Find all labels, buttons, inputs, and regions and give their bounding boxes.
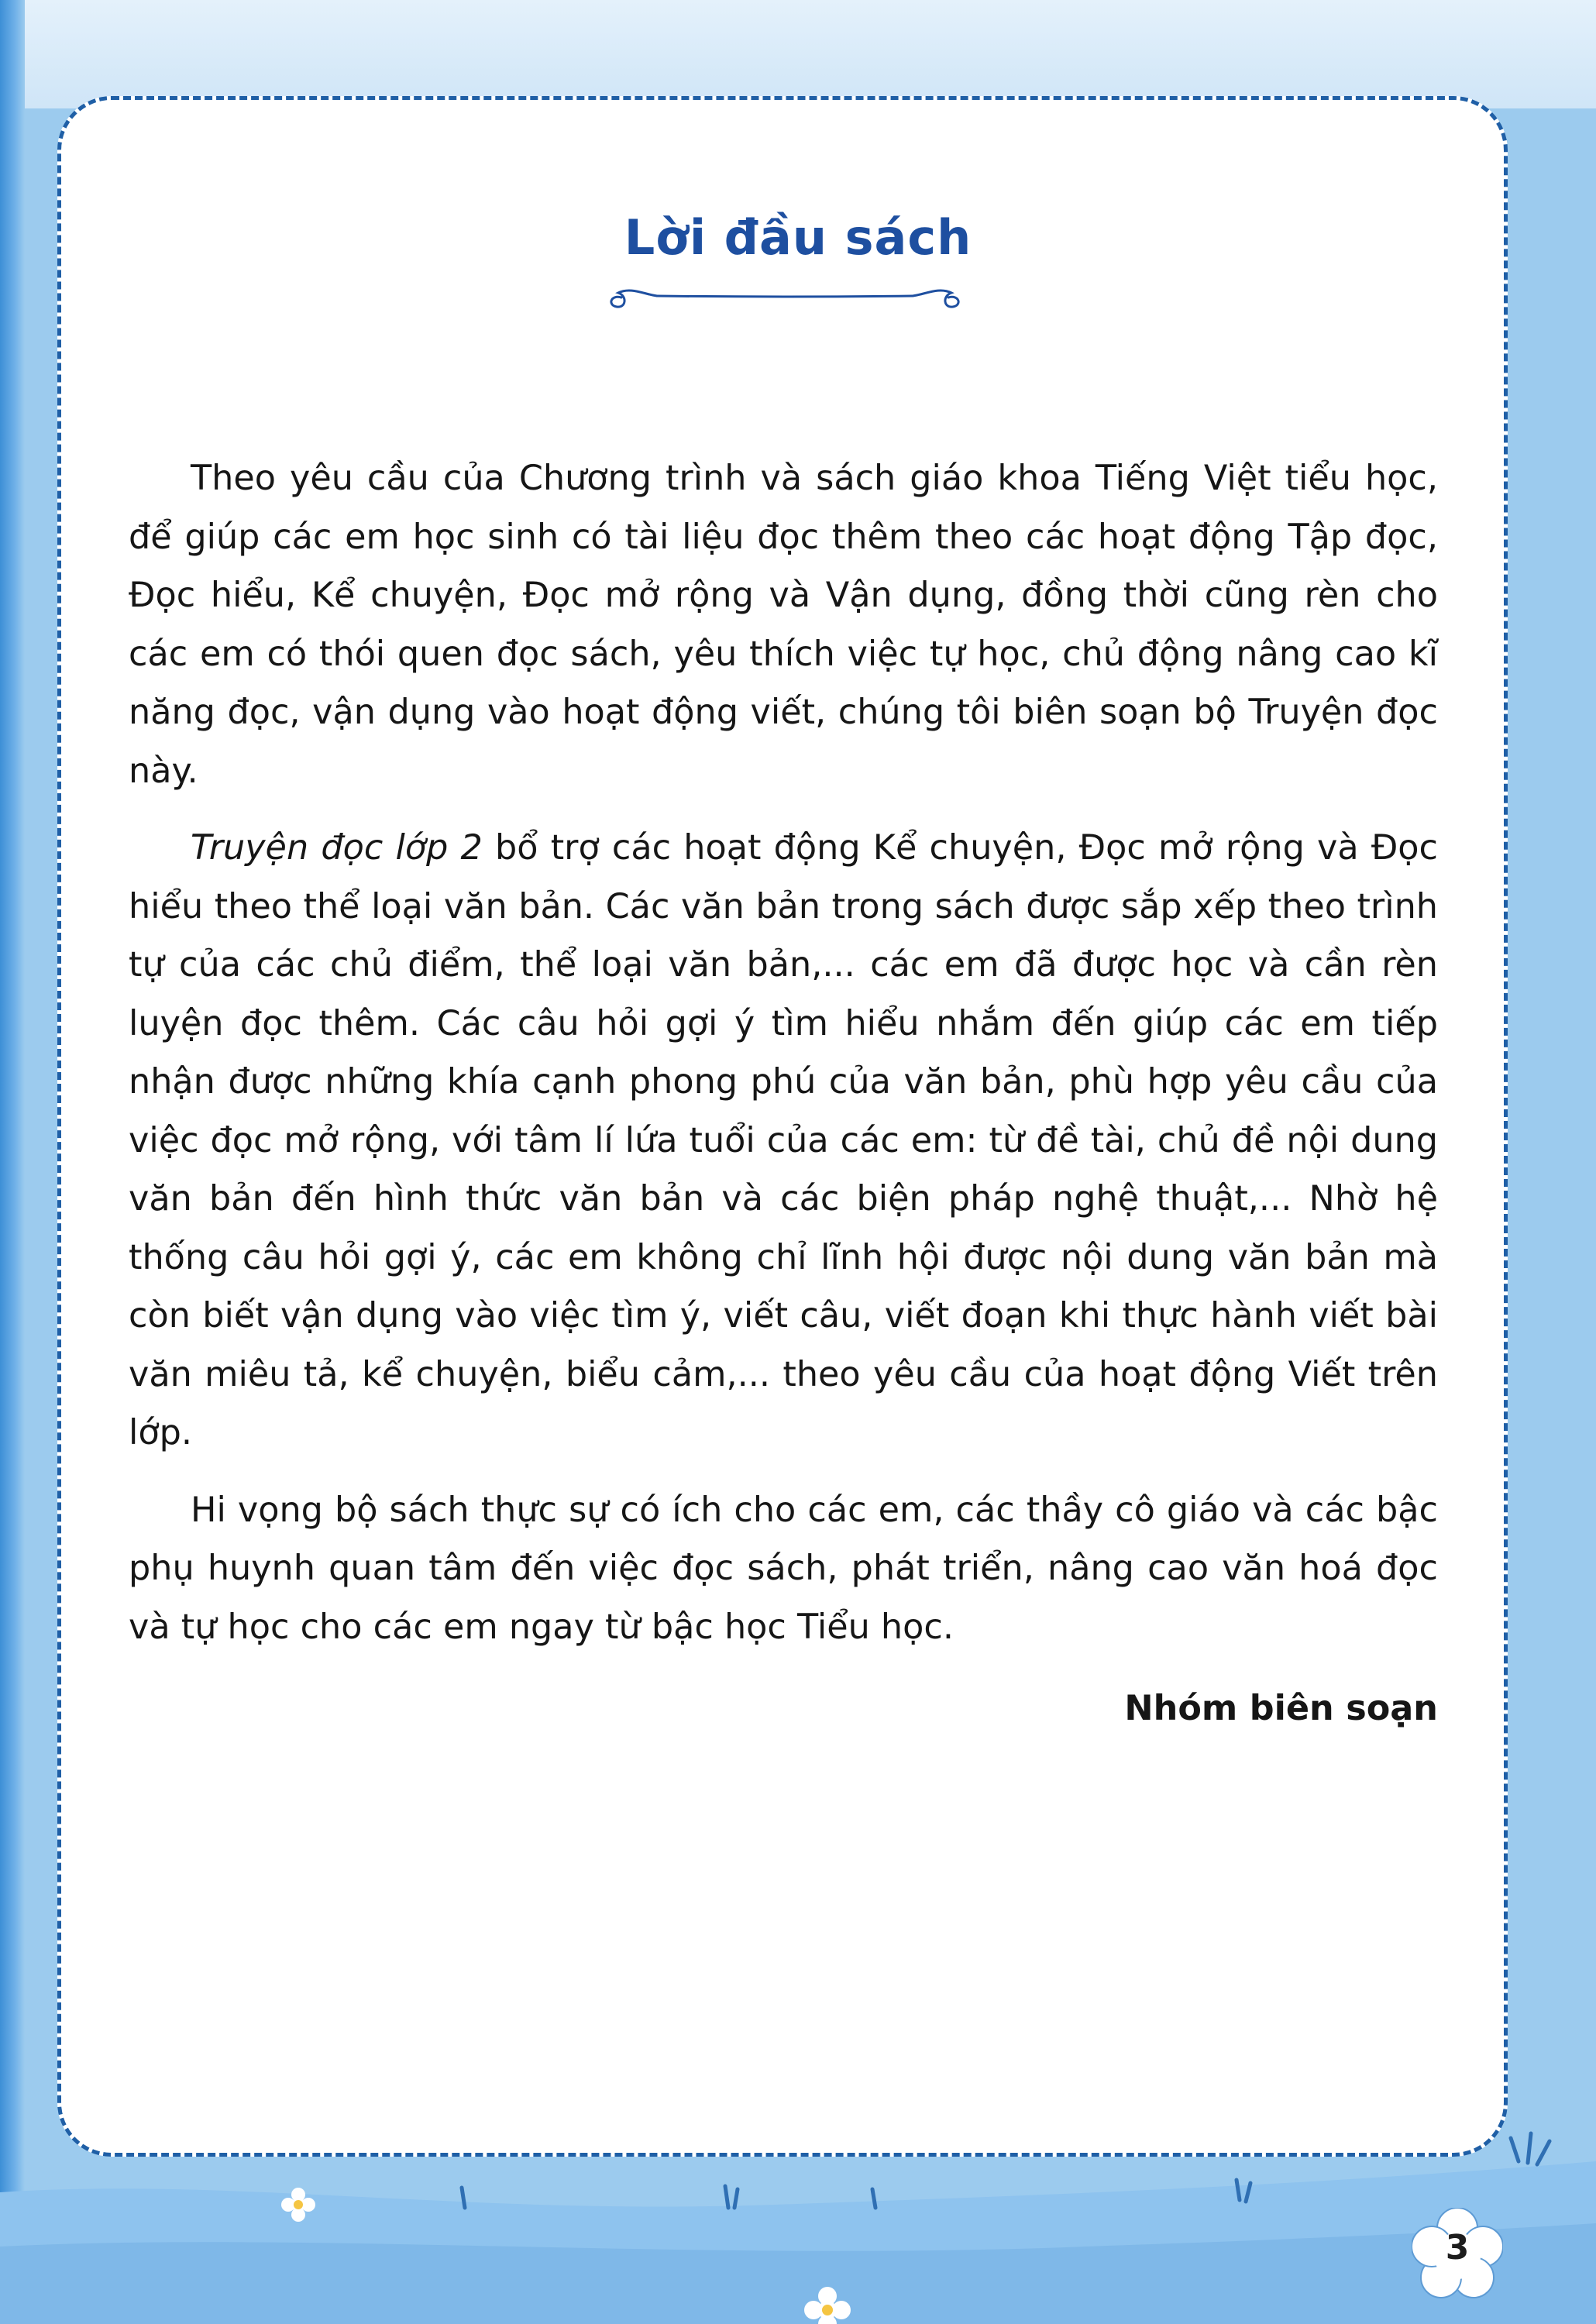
paragraph-2-text: bổ trợ các hoạt động Kể chuyện, Đọc mở rộng và Đọc hiểu theo thể loại văn bản. Các văn bản trong sách được sắp xếp theo trình tự của các chủ điểm, thể loại văn bản,... các em đã được học và cần rèn luyện đọc thêm. Các câu hỏi gợi ý tìm hiểu nhắm đến giúp các em tiếp nhận được những khía cạnh phong phú của văn bản, phù hợp yêu cầu của việc đọc mở rộng, với tâm lí lứa tuổi của các em: từ đề tài, chủ đề nội dung văn bản đến hình thức văn bản và các biện pháp nghệ thuật,... Nhờ hệ thống câu hỏi gợi ý, các em không chỉ lĩnh hội được nội dung văn bản mà còn biết vận dụng vào việc tìm ý, viết câu, viết đoạn khi thực hành viết bài văn miêu tả, kể chuyện, biểu cảm,... theo yêu cầu của hoạt động Viết trên lớp.: [129, 828, 1438, 1452]
top-background-band: [25, 0, 1596, 108]
paragraph-3: Hi vọng bộ sách thực sự có ích cho các em, các thầy cô giáo và các bậc phụ huynh quan tâm đến việc đọc sách, phát triển, nâng cao văn hoá đọc và tự học cho các em ngay từ bậc học Tiểu học.: [129, 1490, 1438, 1647]
preface-body: [129, 449, 1438, 1675]
author-signature: Nhóm biên soạn: [1124, 1689, 1438, 1728]
page-number: 3: [1445, 2228, 1470, 2267]
paragraph-2: [129, 819, 1438, 1463]
paragraph-1: Theo yêu cầu của Chương trình và sách giáo khoa Tiếng Việt tiểu học, để giúp các em học sinh có tài liệu đọc thêm theo các hoạt động Tập đọc, Đọc hiểu, Kể chuyện, Đọc mở rộng và Vận dụng, đồng thời cũng rèn cho các em có thói quen đọc sách, yêu thích việc tự học, chủ động nâng cao kĩ năng đọc, vận dụng vào hoạt động viết, chúng tôi biên soạn bộ Truyện đọc này.: [129, 459, 1438, 791]
page-title: Lời đầu sách: [624, 209, 972, 266]
swirl-divider-icon: [603, 279, 967, 315]
ground-decoration: [0, 2130, 1596, 2324]
book-title: Truyện đọc lớp 2: [191, 828, 483, 868]
page-edge-shadow: [0, 0, 25, 2324]
